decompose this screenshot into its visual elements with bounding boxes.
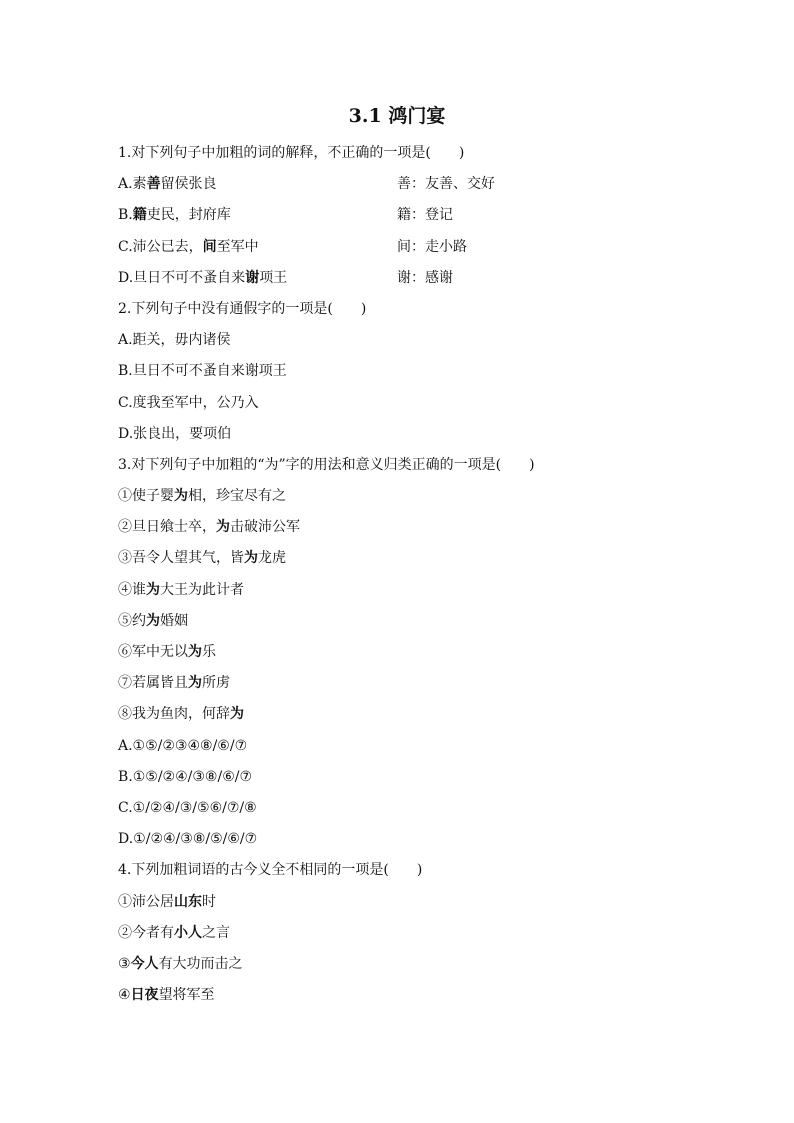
sentence-text: 之言 xyxy=(202,924,230,941)
option-text: C.沛公已去， xyxy=(118,238,203,255)
sentence-text: 时 xyxy=(202,893,216,910)
question-1-option-d xyxy=(118,267,678,298)
sentence-text: 有大功而击之 xyxy=(158,955,243,972)
bold-word: 山东 xyxy=(174,893,202,910)
question-3-sentence-8 xyxy=(118,703,678,734)
sentence-text: 婚姻 xyxy=(160,612,188,629)
bold-word: 善 xyxy=(146,176,161,193)
question-3-option-c: C.①/②④/③/⑤⑥/⑦/⑧ xyxy=(118,799,257,816)
question-2-option-c: C.度我至军中，公乃入 xyxy=(118,394,259,411)
question-1-option-a xyxy=(118,173,678,204)
option-gloss: 谢：感谢 xyxy=(397,269,453,286)
option-gloss: 善：友善、交好 xyxy=(397,176,495,193)
question-3-sentence-6 xyxy=(118,641,678,672)
question-3-sentence-2 xyxy=(118,516,678,547)
question-1-option-b xyxy=(118,204,678,235)
question-list xyxy=(118,142,678,1015)
option-text: 留侯张良 xyxy=(160,176,217,193)
question-3-sentence-1 xyxy=(118,485,678,516)
document-title: 3.1 鸿门宴 xyxy=(348,105,446,127)
option-gloss: 间：走小路 xyxy=(397,238,467,255)
sentence-text: ⑧我为鱼肉，何辞 xyxy=(118,706,230,723)
question-2-option-a: A.距关，毋内诸侯 xyxy=(118,332,231,349)
question-3-option-d: D.①/②④/③⑧/⑤/⑥/⑦ xyxy=(118,831,258,848)
question-1-option-c xyxy=(118,236,678,267)
bold-word: 谢 xyxy=(245,269,260,286)
question-4-sentence-3 xyxy=(118,953,678,984)
sentence-text: ③ xyxy=(118,955,131,972)
question-2-option-b: B.旦日不可不蚤自来谢项王 xyxy=(118,363,287,380)
question-4-stem: 4.下列加粗词语的古今义全不相同的一项是( ) xyxy=(118,862,423,879)
question-3-sentence-3 xyxy=(118,547,678,578)
option-text: 至军中 xyxy=(216,238,259,255)
bold-word: 间 xyxy=(202,238,217,255)
bold-word: 日夜 xyxy=(130,987,159,1004)
sentence-text: ④ xyxy=(118,987,131,1004)
bold-word: 为 xyxy=(174,488,188,505)
question-3-option-a: A.①⑤/②③④⑧/⑥/⑦ xyxy=(118,737,248,754)
sentence-text: 乐 xyxy=(202,644,216,660)
sentence-text: 大王为此计者 xyxy=(160,581,244,598)
bold-word: 为 xyxy=(188,644,202,660)
sentence-text: 相，珍宝尽有之 xyxy=(188,488,286,505)
sentence-text: ②今者有 xyxy=(118,924,174,941)
question-4-sentence-2 xyxy=(118,922,678,953)
question-3-sentence-7 xyxy=(118,672,678,703)
sentence-text: ③吾令人望其气，皆 xyxy=(118,550,244,567)
question-3-sentence-4 xyxy=(118,579,678,610)
sentence-text: ④谁 xyxy=(118,581,146,598)
bold-word: 籍 xyxy=(132,207,147,224)
question-3-sentence-5 xyxy=(118,610,678,641)
sentence-text: 击破沛公军 xyxy=(230,519,300,536)
sentence-text: ①沛公居 xyxy=(118,893,174,910)
question-2-option-d: D.张良出，要项伯 xyxy=(118,425,232,442)
question-2-stem: 2.下列句子中没有通假字的一项是( ) xyxy=(118,300,367,317)
option-text: 项王 xyxy=(259,269,288,286)
sentence-text: ⑥军中无以 xyxy=(118,644,188,660)
sentence-text: ⑦若属皆且 xyxy=(118,675,188,692)
bold-word: 今人 xyxy=(130,955,159,972)
question-1-stem: 1.对下列句子中加粗的词的解释，不正确的一项是( ) xyxy=(118,145,465,161)
option-text: 吏民，封府库 xyxy=(146,207,231,224)
option-text: A.素 xyxy=(118,176,147,193)
sentence-text: 龙虎 xyxy=(258,550,286,567)
question-3-stem: 3.对下列句子中加粗的“为”字的用法和意义归类正确的一项是( ) xyxy=(118,456,535,473)
question-3-option-b: B.①⑤/②④/③⑧/⑥/⑦ xyxy=(118,768,253,785)
bold-word: 小人 xyxy=(174,924,202,941)
bold-word: 为 xyxy=(216,519,230,536)
bold-word: 为 xyxy=(146,581,160,598)
bold-word: 为 xyxy=(230,706,244,723)
sentence-text: ⑤约 xyxy=(118,612,146,629)
question-4-sentence-4 xyxy=(118,984,678,1015)
sentence-text: 望将军至 xyxy=(158,987,215,1004)
bold-word: 为 xyxy=(188,675,202,692)
question-4-sentence-1 xyxy=(118,891,678,922)
bold-word: 为 xyxy=(244,550,258,567)
option-gloss: 籍：登记 xyxy=(397,207,453,224)
option-text: D.旦日不可不蚤自来 xyxy=(118,269,246,286)
bold-word: 为 xyxy=(146,612,160,629)
sentence-text: ②旦日飨士卒， xyxy=(118,519,216,536)
option-text: B. xyxy=(118,207,133,224)
sentence-text: 所虏 xyxy=(202,675,230,692)
sentence-text: ①使子婴 xyxy=(118,488,174,505)
